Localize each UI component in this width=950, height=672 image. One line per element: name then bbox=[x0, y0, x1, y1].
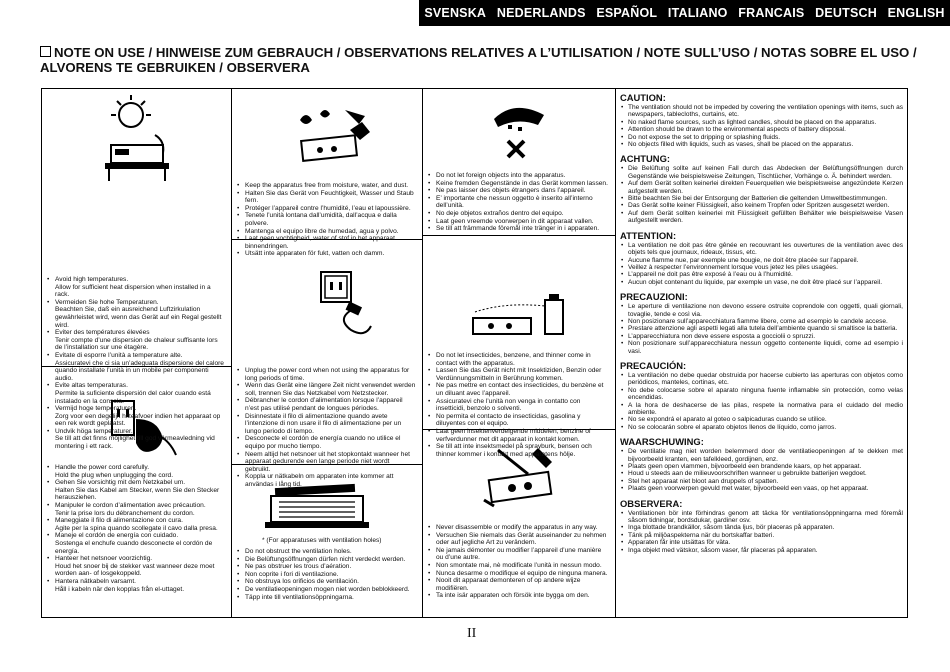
list-item: • The ventilation should not be impeded by covering the ventilation openings with items, such as newspapers, tablecloths, curtains, etc. bbox=[628, 104, 903, 119]
list-item: • Wenn das Gerät eine längere Zeit nicht verwendet werden soll, trennen Sie das Netzkabel vom Netzstecker. bbox=[245, 382, 416, 397]
list-item: • Assicuratevi che l’unità non venga in contatto con insetticidi, benzolo o solventi. bbox=[436, 398, 609, 413]
list-item: • La ventilación no debe quedar obstruida por hacerse cubierto las aperturas con objetos como periódicos, manteles, cortinas, etc. bbox=[628, 372, 903, 387]
note-moisture bbox=[236, 182, 416, 258]
list-item: • No obstruya los orificios de ventilación. bbox=[245, 578, 416, 586]
list-item: • No objects filled with liquids, such as vases, shall be placed on the apparatus. bbox=[628, 141, 903, 148]
list-item: • Do not let insecticides, benzene, and thinner come in contact with the apparatus. bbox=[436, 352, 609, 367]
note-heat bbox=[46, 276, 226, 451]
list-item: • Débrancher le cordon d’alimentation lorsque l’appareil n’est pas utilisé pendant de longues périodes. bbox=[245, 397, 416, 412]
list-item: • Handle the power cord carefully. Hold the plug when unplugging the cord. bbox=[55, 464, 226, 479]
vent-caption: * (For apparatuses with ventilation holes) bbox=[262, 537, 382, 544]
section-observera bbox=[620, 498, 903, 554]
list-item: • Non coprite i fori di ventilazione. bbox=[245, 571, 416, 579]
list-item: • La ventilation ne doit pas être gênée en recouvrant les ouvertures de la ventilation avec des objets tels que journaux, rideaux, tissus, etc. bbox=[628, 242, 903, 257]
list-item: • Non smontate mai, nè modificate l’unità in nessun modo. bbox=[436, 562, 609, 570]
list-item: • Keep the apparatus free from moisture, water, and dust. bbox=[245, 182, 416, 190]
list-item: • Ne pas mettre en contact des insecticides, du benzène et un diluant avec l’appareil. bbox=[436, 382, 609, 397]
list-item: • L’appareil ne doit pas être exposé à l’eau ou à l’humidité. bbox=[628, 271, 903, 278]
list-item: • Se till att inte insektsmedel på sprayburk, bensen och thinner kommer i kontakt med apparatens hölje. bbox=[436, 443, 609, 458]
note-insecticides bbox=[427, 352, 609, 458]
lang-italiano: ITALIANO bbox=[667, 6, 728, 20]
section-attention bbox=[620, 230, 903, 286]
list-item: • Non posizionare sull’apparecchiatura fiamme libere, come ad esempio le candele accese. bbox=[628, 318, 903, 325]
note-foreign-objects bbox=[427, 172, 609, 233]
list-item: • Tänk på miljöaspekterna när du bortskaffar batteri. bbox=[628, 532, 903, 539]
list-item: • Tenete l’unità lontana dall’umidità, dall’acqua e dalla polvere. bbox=[245, 212, 416, 227]
list-item: • Plaats geen voorwerpen gevuld met water, bijvoorbeeld een vaas, op het apparaat. bbox=[628, 485, 903, 492]
list-item: • Halten Sie das Gerät von Feuchtigkeit, Wasser und Staub fern. bbox=[245, 190, 416, 205]
list-item: • Stel het apparaat niet bloot aan druppels of spatten. bbox=[628, 478, 903, 485]
list-item: • Do not let foreign objects into the apparatus. bbox=[436, 172, 609, 180]
moisture-water-illustration-icon bbox=[290, 100, 378, 180]
list-item: • Mantenga el equipo libre de humedad, agua y polvo. bbox=[245, 228, 416, 236]
list-item: • Versuchen Sie niemals das Gerät auseinander zu nehmen oder auf jegliche Art zu verändern. bbox=[436, 532, 609, 547]
list-item: • Gehen Sie vorsichtig mit dem Netzkabel um. Halten Sie das Kabel am Stecker, wenn Sie den Stecker herausziehen. bbox=[55, 479, 226, 502]
note-disassemble bbox=[427, 524, 609, 600]
list-item: • No debe colocarse sobre el aparato ninguna fuente inflamable sin protección, como velas encendidas. bbox=[628, 387, 903, 402]
list-item: • Attention should be drawn to the environmental aspects of battery disposal. bbox=[628, 126, 903, 133]
list-item: • Evitate di esporre l’unità a temperature alte. Assicuratevi che ci sia un’adeguata dispersione del calore quando installate l’unità in un mobile per componenti audio. bbox=[55, 352, 226, 382]
list-item: • Koppla ur nätkabeln om apparaten inte kommer att användas i lång tid. bbox=[245, 473, 416, 488]
wall-outlet-unplug-icon bbox=[315, 268, 373, 338]
list-item: • Ne jamais démonter ou modifier l’appareil d’une manière ou d’une autre. bbox=[436, 547, 609, 562]
insecticide-spray-illustration-icon bbox=[465, 290, 570, 342]
list-item: • Undvik höga temperaturer. Se till att det finns möjlighet till god värmeavledning vid montering i ett rack. bbox=[55, 428, 226, 451]
list-item: • De ventilatie mag niet worden belemmerd door de ventilatieopeningen af te dekken met bijvoorbeeld kranten, een tafelkleed, gordijnen, enz. bbox=[628, 448, 903, 463]
list-item: • Disinnestate il filo di alimentazione quando avete l’intenzione di non usare il filo di alimentazione per un lungo periodo di tempo. bbox=[245, 413, 416, 436]
list-item: • Le aperture di ventilazione non devono essere ostruite coprendole con oggetti, quali giornali, tovaglie, tende e così via. bbox=[628, 303, 903, 318]
list-item: • Aucun objet contenant du liquide, par exemple un vase, ne doit être placé sur l’appareil. bbox=[628, 279, 903, 286]
section-heading: WAARSCHUWING: bbox=[620, 436, 704, 448]
list-item: • Ventilationen bör inte förhindras genom att täcka för ventilationsöppningarna med föremål såsom tidningar, bordsdukar, gardiner osv. bbox=[628, 510, 903, 525]
list-item: • Die Belüftungsöffnungen dürfen nicht verdeckt werden. bbox=[245, 556, 416, 564]
list-item: • Die Belüftung sollte auf keinen Fall durch das Abdecken der Belüftungsöffnungen durch Gegenstände wie beispielsweise Zeitungen, Tischtücher, Vorhänge o. Ä. behindert werden. bbox=[628, 165, 903, 180]
section-waarschuwing bbox=[620, 436, 903, 492]
list-item: • Protéger l’appareil contre l’humidité, l’eau et lapoussière. bbox=[245, 205, 416, 213]
list-item: • Inga blottade brandkällor, såsom tända ljus, bör placeras på apparaten. bbox=[628, 524, 903, 531]
section-precauzioni bbox=[620, 291, 903, 355]
list-item: • Ne pas laisser des objets étrangers dans l’appareil. bbox=[436, 187, 609, 195]
page-title bbox=[40, 45, 920, 75]
list-item: • No deje objetos extraños dentro del equipo. bbox=[436, 210, 609, 218]
list-item: • Apparaten får inte utsättas för väta. bbox=[628, 539, 903, 546]
note-unplug bbox=[236, 367, 416, 489]
list-item: • Vermijd hoge temperaturen. Zorg voor een degelijk hitteafvoer indien het apparaat op een rek wordt geplaatst. bbox=[55, 405, 226, 428]
list-item: • Veillez à respecter l’environnement lorsque vous jetez les piles usagées. bbox=[628, 264, 903, 271]
list-item: • Hanteer het netsnoer voorzichtig. Houd het snoer bij de stekker vast wanneer deze moet worden aan- of losgekoppeld. bbox=[55, 555, 226, 578]
list-item: • Ta inte isär apparaten och försök inte bygga om den. bbox=[436, 592, 609, 600]
section-heading: PRECAUCIÓN: bbox=[620, 359, 687, 371]
section-heading: PRECAUZIONI: bbox=[620, 291, 688, 303]
list-item: • Das Gerät sollte keiner Flüssigkeit, also keinem Tropfen oder Spritzen ausgesetzt werden. bbox=[628, 202, 903, 209]
list-item: • Nunca desarme o modifique el equipo de ninguna manera. bbox=[436, 570, 609, 578]
lang-deutsch: DEUTSCH bbox=[815, 6, 877, 20]
list-item: • Never disassemble or modify the apparatus in any way. bbox=[436, 524, 609, 532]
sun-heat-illustration-icon bbox=[95, 95, 183, 183]
list-item: • Keine fremden Gegenstände in das Gerät kommen lassen. bbox=[436, 180, 609, 188]
page-title-text: NOTE ON USE / HINWEISE ZUM GEBRAUCH / OBSERVATIONS RELATIVES A L’UTILISATION / NOTE SULL’USO / NOTAS SOBRE EL USO / ALVORENS TE GEBRUIKEN / OBSERVERA bbox=[40, 45, 917, 75]
list-item: • Desconecte el cordón de energía cuando no utilice el equipo por mucho tiempo. bbox=[245, 435, 416, 450]
list-item: • No permita el contacto de insecticidas, gasolina y diluyentes con el equipo. bbox=[436, 413, 609, 428]
list-item: • Do not expose the set to dripping or splashing fluids. bbox=[628, 134, 903, 141]
section-precaucion bbox=[620, 360, 903, 431]
list-item: • Se till att främmande föremål inte tränger in i apparaten. bbox=[436, 225, 609, 233]
lang-francais: FRANCAIS bbox=[738, 6, 805, 20]
note-power-cord bbox=[46, 464, 226, 593]
caution-column bbox=[620, 92, 903, 559]
list-item: • Inga objekt med vätskor, såsom vaser, får placeras på apparaten. bbox=[628, 547, 903, 554]
list-item: • Utsätt inte apparaten för fukt, vatten och damm. bbox=[245, 250, 416, 258]
section-heading: CAUTION: bbox=[620, 92, 666, 103]
list-item: • Aucune flamme nue, par exemple une bougie, ne doit être placée sur l’appareil. bbox=[628, 257, 903, 264]
list-item: • L’apparecchiatura non deve essere esposta a gocciolii o spruzzi. bbox=[628, 333, 903, 340]
language-bar bbox=[419, 0, 950, 26]
list-item: • Plaats geen open vlammen, bijvoorbeeld een brandende kaars, op het apparaat. bbox=[628, 463, 903, 470]
list-item: • Lassen Sie das Gerät nicht mit Insektiziden, Benzin oder Verdünnungsmitteln in Berührung kommen. bbox=[436, 367, 609, 382]
section-heading: ACHTUNG: bbox=[620, 153, 670, 165]
section-heading: ATTENTION: bbox=[620, 229, 677, 241]
list-item: • Laat geen insektenverdelgende middelen, benzine of verfverdunner met dit apparaat in kontakt komen. bbox=[436, 428, 609, 443]
divider bbox=[423, 235, 616, 236]
list-item: • Avoid high temperatures. Allow for sufficient heat dispersion when installed in a rack. bbox=[55, 276, 226, 299]
list-item: • Vermeiden Sie hohe Temperaturen. Beachten Sie, daß ein ausreichend Luftzirkulation gewährleistet wird, wenn das Gerät auf ein Regal gestellt wird. bbox=[55, 299, 226, 329]
list-item: • Neem altijd het netsnoer uit het stopkontakt wanneer het apparaat gedurende een lange periode niet wordt gebruikt. bbox=[245, 451, 416, 474]
list-item: • Laat geen vochtigheid, water of stof in het apparaat binnendringen. bbox=[245, 235, 416, 250]
list-item: • Auf dem Gerät sollten keinerlei mit Flüssigkeit gefüllten Behälter wie beispielsweise Vasen aufgestellt werden. bbox=[628, 210, 903, 225]
list-item: • Do not obstruct the ventilation holes. bbox=[245, 548, 416, 556]
list-item: • Manipuler le cordon d’alimentation avec précaution. Tenir la prise lors du débranchement du cordon. bbox=[55, 502, 226, 517]
list-item: • No se colocarán sobre el aparato objetos llenos de líquido, como jarros. bbox=[628, 424, 903, 431]
section-heading: OBSERVERA: bbox=[620, 497, 683, 509]
page-number: II bbox=[467, 626, 477, 641]
lang-espanol: ESPAÑOL bbox=[596, 6, 658, 20]
list-item: • Unplug the power cord when not using the apparatus for long periods of time. bbox=[245, 367, 416, 382]
no-foreign-objects-illustration-icon bbox=[490, 95, 550, 165]
list-item: • No se expondrá el aparato al goteo o salpicaduras cuando se utilice. bbox=[628, 416, 903, 423]
lang-nederlands: NEDERLANDS bbox=[496, 6, 586, 20]
list-item: • Laat geen vreemde voorwerpen in dit apparaat vallen. bbox=[436, 218, 609, 226]
list-item: • Eviter des températures élevées Tenir compte d’une dispersion de chaleur suffisante lors de l’installation sur une étagère. bbox=[55, 329, 226, 352]
list-item: • Auf dem Gerät sollten keinerlei direkten Feuerquellen wie beispielsweise angezündete Kerzen aufgestellt werden. bbox=[628, 180, 903, 195]
section-caution bbox=[620, 92, 903, 148]
list-item: • Ne pas obstruer les trous d’aération. bbox=[245, 563, 416, 571]
list-item: • Houd u steeds aan de milieuvoorschriften wanneer u gebruikte batterijen wegdoet. bbox=[628, 470, 903, 477]
list-item: • Maneje el cordón de energía con cuidado. Sostenga el enchufe cuando desconecte el cordón de energía. bbox=[55, 532, 226, 555]
section-achtung bbox=[620, 153, 903, 224]
list-item: • No naked flame sources, such as lighted candles, should be placed on the apparatus. bbox=[628, 119, 903, 126]
list-item: • Prestare attenzione agli aspetti legati alla tutela dell’ambiente quando si smaltisce la batteria. bbox=[628, 325, 903, 332]
list-item: • Bitte beachten Sie bei der Entsorgung der Batterien die geltenden Umweltbestimmungen. bbox=[628, 195, 903, 202]
list-item: • Täpp inte till ventilationsöppningarna. bbox=[245, 594, 416, 602]
list-item: • Maneggiate il filo di alimentazione con cura. Agite per la spina quando scollegate il cavo dalla presa. bbox=[55, 517, 226, 532]
list-item: • E’ importante che nessun oggetto è inserito all’interno dell’unità. bbox=[436, 195, 609, 210]
list-item: • Hantera nätkabeln varsamt. Håll i kabeln när den kopplas från el-uttaget. bbox=[55, 578, 226, 593]
list-item: • A la hora de deshacerse de las pilas, respete la normativa para el cuidado del medio ambiente. bbox=[628, 402, 903, 417]
lang-svenska: SVENSKA bbox=[424, 6, 487, 20]
list-item: • De ventilatieopeningen mogen niet worden beblokkeerd. bbox=[245, 586, 416, 594]
list-item: • Non posizionare sull’apparecchiatura nessun oggetto contenente liquidi, come ad esempio i vasi. bbox=[628, 340, 903, 355]
note-ventilation bbox=[236, 548, 416, 601]
lang-english: ENGLISH bbox=[887, 6, 945, 20]
list-item: • Nooit dit apparaat demonteren of op andere wijze modifiëren. bbox=[436, 577, 609, 592]
checkbox-square-icon bbox=[40, 46, 51, 57]
list-item: • Evite altas temperaturas. Permite la suficiente dispersión del calor cuando está instalado en la consola. bbox=[55, 382, 226, 405]
